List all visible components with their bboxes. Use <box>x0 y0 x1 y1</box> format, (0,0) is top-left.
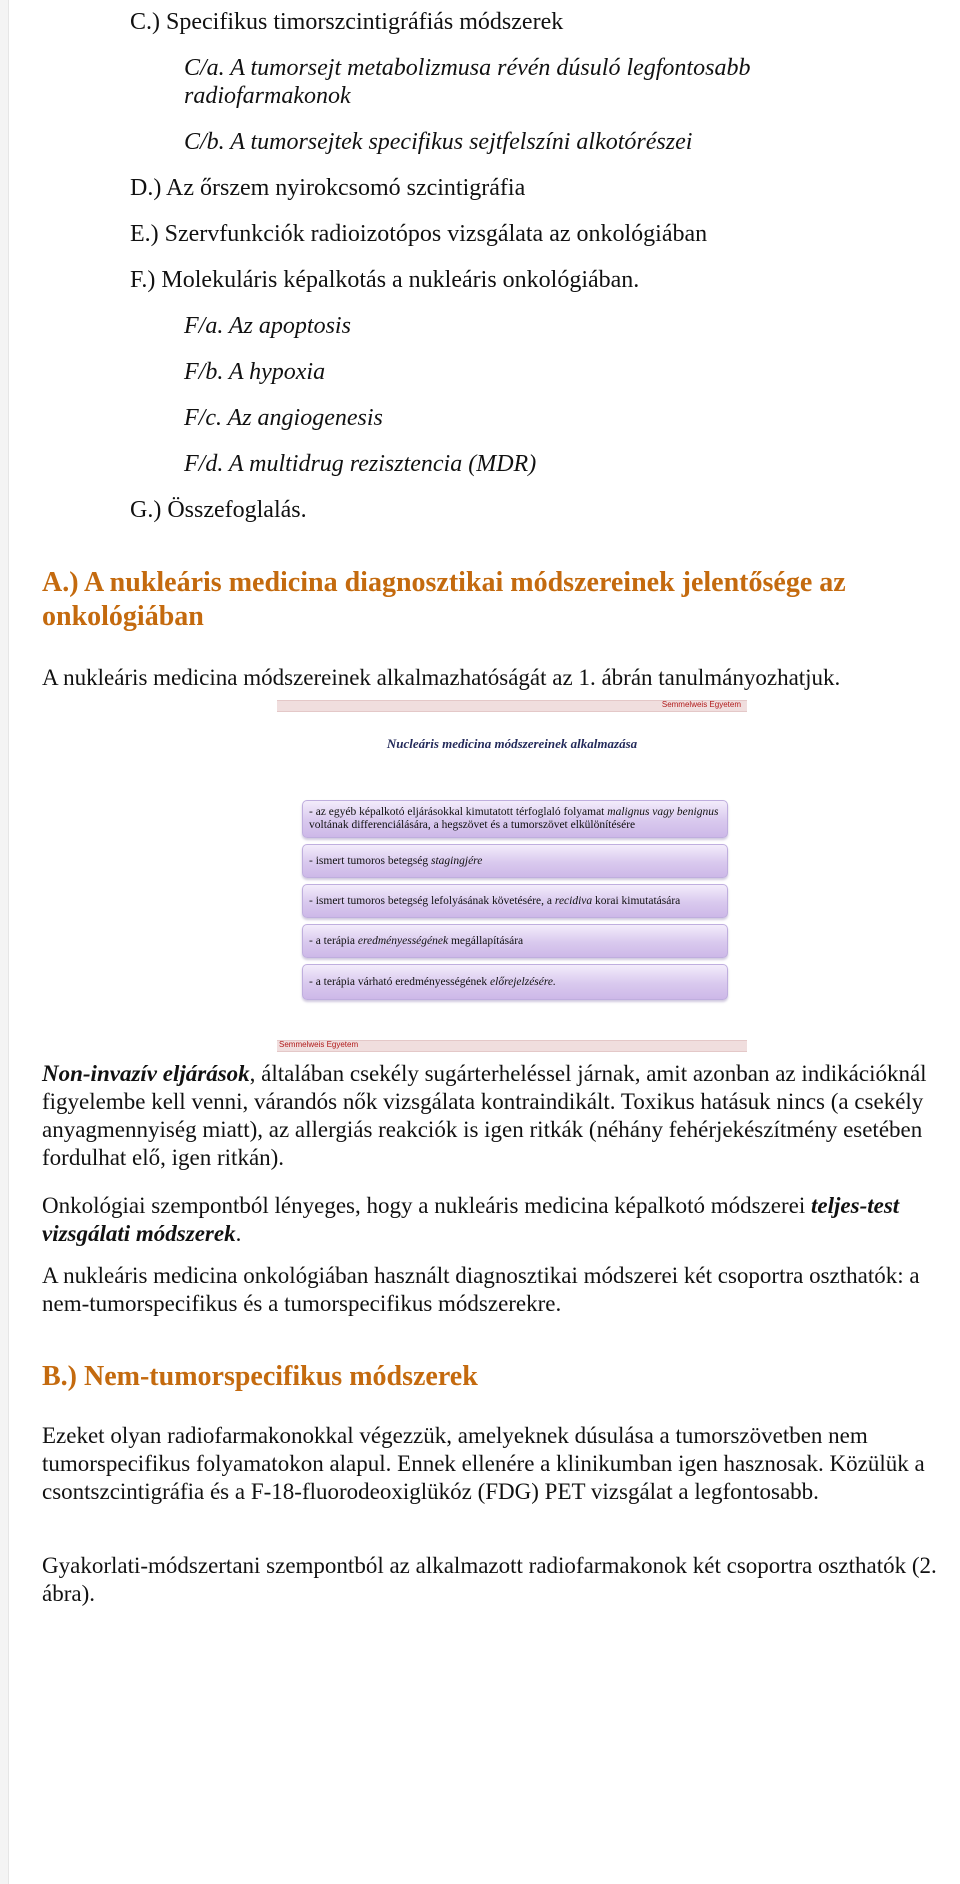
figure-box-1 <box>302 800 728 838</box>
figure-box-4-text-b: eredményességének <box>357 934 449 947</box>
figure-box-3-text-b: recidiva <box>554 894 593 907</box>
page-left-margin <box>0 0 9 1884</box>
figure-1 <box>277 700 747 1050</box>
figure-box-1-text-c: voltának differenciálására, a hegszövet és a tumorszövet elkülönítésére <box>309 819 636 831</box>
figure-brand-bottom: Semmelweis Egyetem <box>279 1040 359 1049</box>
figure-box-3-text <box>309 895 680 908</box>
figure-box-2-text-a: - ismert tumoros betegség <box>309 854 432 867</box>
figure-box-4-text-c: megállapítására <box>448 934 524 947</box>
figure-box-1-text-b: malignus vagy benignus <box>607 806 719 818</box>
figure-brand-top: Semmelweis Egyetem <box>661 700 741 709</box>
paragraph-non-invasive <box>42 1060 952 1172</box>
figure-box-5 <box>302 964 728 1000</box>
toc-item-f-d: F/d. A multidrug rezisztencia (MDR) <box>184 451 537 477</box>
figure-title: Nucleáris medicina módszereinek alkalmazása <box>386 736 638 751</box>
paragraph-non-invasive-lead: Non-invazív eljárások <box>42 1061 250 1086</box>
figure-box-1-text-a: - az egyéb képalkotó eljárásokkal kimutatott térfoglaló folyamat <box>309 806 608 818</box>
figure-box-4-text-a: - a terápia <box>309 934 358 947</box>
paragraph-non-invasive-rest: , általában csekély sugárterheléssel járnak, amit azonban az indikációknál figyelembe kell venni, várandós nők vizsgálata kontraindikált. Toxikus hatásuk nincs (a csekély anyagmennyiség miatt), az allergiás reakciók is igen ritkák (néhány fehérjekészítmény esetében fordulhat elő, igen ritkán). <box>42 1061 927 1170</box>
figure-box-3 <box>302 884 728 918</box>
figure-box-3-text-a: - ismert tumoros betegség lefolyásának követésére, a <box>309 894 555 907</box>
toc-item-c-a: C/a. A tumorsejt metabolizmusa révén dúsuló legfontosabb radiofarmakonok <box>184 55 751 109</box>
toc-item-d: D.) Az őrszem nyirokcsomó szcintigráfia <box>130 175 526 201</box>
toc-item-c-b: C/b. A tumorsejtek specifikus sejtfelszíni alkotórészei <box>184 129 693 155</box>
toc-item-f-b: F/b. A hypoxia <box>184 359 326 385</box>
paragraph-two-groups: A nukleáris medicina onkológiában használt diagnosztikai módszerei két csoportra oszthatók: a nem-tumorspecifikus és a tumorspecifikus módszerekre. <box>42 1263 920 1316</box>
figure-box-5-text-b: előrejelzésére. <box>490 975 556 988</box>
toc-item-f: F.) Molekuláris képalkotás a nukleáris onkológiában. <box>130 267 640 293</box>
figure-box-4-text <box>309 935 523 948</box>
figure-box-2-text-b: stagingjére <box>431 854 483 867</box>
section-a-intro: A nukleáris medicina módszereinek alkalmazhatóságát az 1. ábrán tanulmányozhatjuk. <box>42 665 841 690</box>
figure-box-2 <box>302 844 728 878</box>
paragraph-whole-body-emph: teljes-test vizsgálati módszerek <box>42 1193 900 1246</box>
section-b-heading: B.) Nem-tumorspecifikus módszerek <box>42 1361 478 1392</box>
paragraph-whole-body <box>42 1192 952 1248</box>
figure-box-1-text <box>309 806 721 832</box>
figure-box-4 <box>302 924 728 958</box>
toc-item-e: E.) Szervfunkciók radioizotópos vizsgálata az onkológiában <box>130 221 708 247</box>
toc-item-g: G.) Összefoglalás. <box>130 497 307 523</box>
section-a-heading: A.) A nukleáris medicina diagnosztikai módszereinek jelentősége az onkológiában <box>42 567 846 632</box>
page-blank-space <box>42 1640 942 1840</box>
toc-item-f-c: F/c. Az angiogenesis <box>184 405 383 431</box>
paragraph-whole-body-a: Onkológiai szempontból lényeges, hogy a nukleáris medicina képalkotó módszerei <box>42 1193 812 1218</box>
figure-box-5-text-a: - a terápia várható eredményességének <box>309 975 491 988</box>
figure-box-3-text-c: korai kimutatására <box>592 894 681 907</box>
toc-item-c: C.) Specifikus timorszcintigráfiás módszerek <box>130 9 564 35</box>
figure-box-5-text <box>309 976 556 989</box>
section-b-paragraph-1: Ezeket olyan radiofarmakonokkal végezzük, amelyeknek dúsulása a tumorszövetben nem tumorspecifikus folyamatokon alapul. Ennek ellenére a klinikumban igen hasznosak. Közülük a csontszcintigráfia és a F-18-fluorodeoxiglükóz (FDG) PET vizsgálat a legfontosabb. <box>42 1423 925 1504</box>
section-b-paragraph-2: Gyakorlati-módszertani szempontból az alkalmazott radiofarmakonok két csoportra oszthatók (2. ábra). <box>42 1553 937 1606</box>
paragraph-whole-body-b: . <box>235 1221 242 1246</box>
toc-item-f-a: F/a. Az apoptosis <box>184 313 351 339</box>
figure-box-2-text <box>309 855 482 868</box>
